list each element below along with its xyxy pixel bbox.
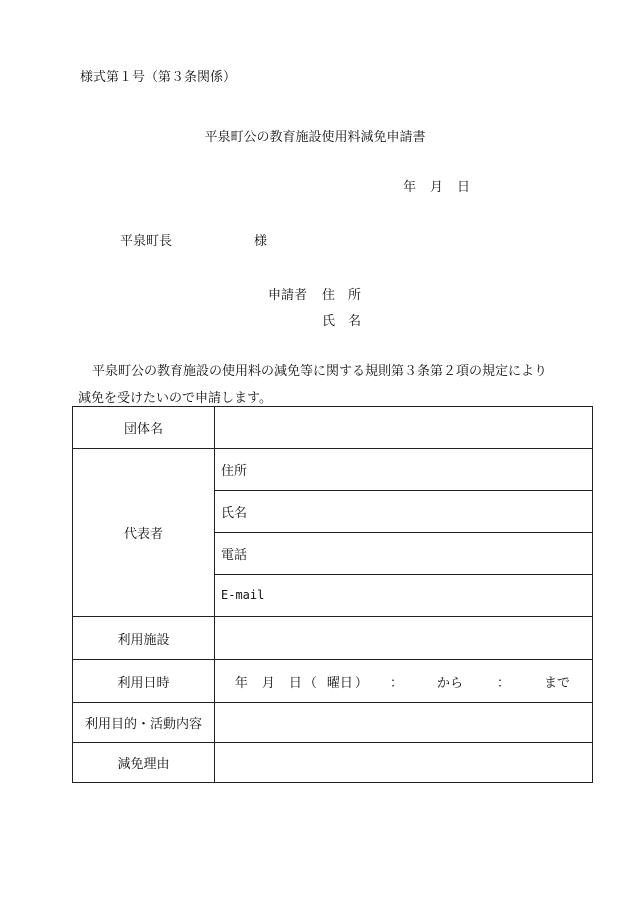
dt-year: 年 xyxy=(234,675,248,691)
date-line xyxy=(403,176,470,195)
rep-name-field[interactable] xyxy=(215,491,593,533)
rep-address-label: 住所 xyxy=(221,464,248,479)
reason-field[interactable] xyxy=(215,743,593,783)
group-name-field[interactable] xyxy=(215,407,593,449)
dt-month: 月 xyxy=(261,675,275,691)
datetime-label: 利用日時 xyxy=(73,660,215,703)
date-day-label: 日 xyxy=(457,180,471,195)
rep-address-field[interactable] xyxy=(215,449,593,491)
addressee xyxy=(120,230,267,249)
date-year-label: 年 xyxy=(403,180,417,195)
rep-name-label: 氏名 xyxy=(221,506,248,521)
application-form-table xyxy=(72,406,593,783)
rep-email-label: E-mail xyxy=(221,588,265,602)
datetime-field[interactable] xyxy=(215,660,593,703)
group-name-label: 団体名 xyxy=(73,407,215,449)
rep-phone-label: 電話 xyxy=(221,548,248,563)
reason-label: 減免理由 xyxy=(73,743,215,783)
row-reason xyxy=(73,743,593,783)
dt-close-paren: ） xyxy=(354,675,368,691)
row-purpose xyxy=(73,703,593,743)
row-facility xyxy=(73,617,593,660)
rep-phone-field[interactable] xyxy=(215,533,593,575)
addressee-honorific: 様 xyxy=(254,234,268,249)
dt-colon-end: ： xyxy=(496,675,510,691)
facility-label: 利用施設 xyxy=(73,617,215,660)
applicant-label: 申請者 xyxy=(268,288,308,303)
row-group-name xyxy=(73,407,593,449)
form-number: 様式第１号（第３条関係） xyxy=(80,70,237,85)
dt-weekday: 曜日 xyxy=(326,675,353,691)
representative-label: 代表者 xyxy=(73,449,215,617)
row-datetime xyxy=(73,660,593,703)
row-rep-address xyxy=(73,449,593,491)
body-text: 平泉町公の教育施設の使用料の減免等に関する規則第３条第２項の規定により減免を受けたいので申請します。 xyxy=(78,364,548,406)
dt-until: まで xyxy=(543,675,570,691)
date-month-label: 月 xyxy=(430,180,444,195)
document-title: 平泉町公の教育施設使用料減免申請書 xyxy=(204,130,426,145)
rep-email-field[interactable] xyxy=(215,575,593,617)
purpose-field[interactable] xyxy=(215,703,593,743)
dt-from: から xyxy=(436,675,463,691)
applicant-name-label: 氏 名 xyxy=(322,314,362,329)
dt-colon-start: ： xyxy=(389,675,403,691)
dt-open-paren: （ xyxy=(303,675,317,691)
facility-field[interactable] xyxy=(215,617,593,660)
applicant-address-label: 住 所 xyxy=(322,288,362,303)
dt-day: 日 xyxy=(288,675,302,691)
addressee-name: 平泉町長 xyxy=(120,234,173,249)
purpose-label: 利用目的・活動内容 xyxy=(73,703,215,743)
